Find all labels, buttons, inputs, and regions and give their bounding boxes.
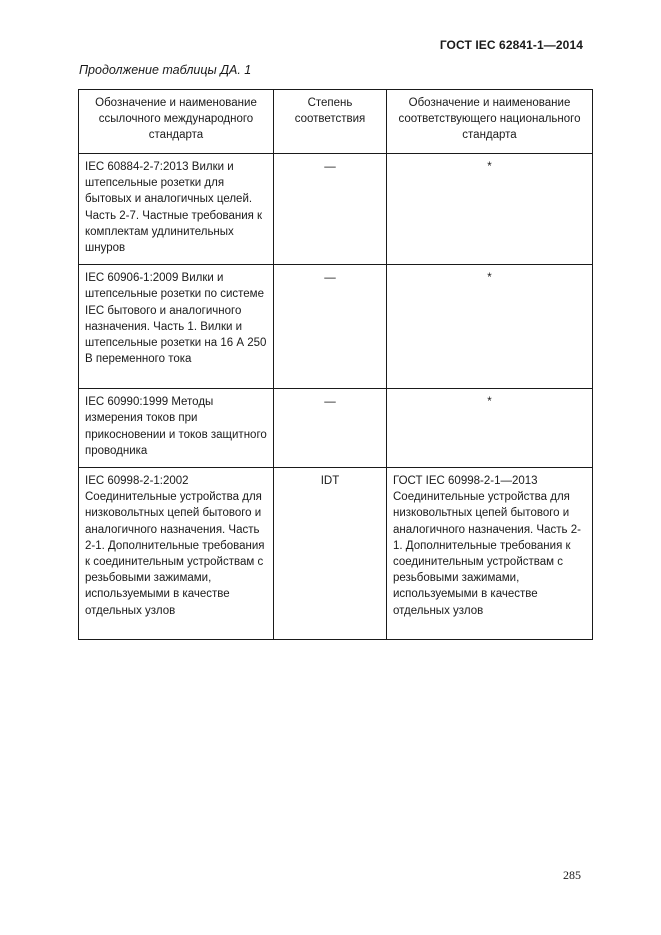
cell-degree: — (274, 265, 387, 389)
column-header-national: Обозначение и наименование соответствующего национального стандарта (387, 90, 593, 154)
table-row (79, 468, 593, 640)
column-header-degree: Степень соответствия (274, 90, 387, 154)
cell-degree: — (274, 389, 387, 468)
cell-national-standard: * (387, 389, 593, 468)
table-caption: Продолжение таблицы ДА. 1 (79, 63, 252, 77)
table-row (79, 389, 593, 468)
table-row (79, 265, 593, 389)
cell-international-standard: IEC 60906-1:2009 Вилки и штепсельные розетки по системе IEC бытового и аналогичного назначения. Часть 1. Вилки и штепсельные розетки на 16 А 250 В переменного тока (79, 265, 274, 389)
table-row (79, 154, 593, 265)
column-header-international: Обозначение и наименование ссылочного международного стандарта (79, 90, 274, 154)
page-number: 285 (563, 868, 581, 882)
cell-national-standard: * (387, 265, 593, 389)
cell-national-standard: * (387, 154, 593, 265)
cell-degree: — (274, 154, 387, 265)
cell-national-standard: ГОСТ IEC 60998-2-1—2013 Соединительные устройства для низковольтных цепей бытового и аналогичного назначения. Часть 2-1. Дополнительные требования к соединительным устройствам с резьбовыми зажимами, используемыми в качестве отдельных узлов (387, 468, 593, 640)
table-header-row (79, 90, 593, 154)
document-standard-code: ГОСТ IEC 62841-1—2014 (439, 38, 583, 52)
standards-table (78, 89, 593, 640)
cell-international-standard: IEC 60990:1999 Методы измерения токов при прикосновении и токов защитного проводника (79, 389, 274, 468)
cell-international-standard: IEC 60884-2-7:2013 Вилки и штепсельные розетки для бытовых и аналогичных целей. Часть 2-7. Частные требования к комплектам удлинительных шнуров (79, 154, 274, 265)
cell-international-standard: IEC 60998-2-1:2002 Соединительные устройства для низковольтных цепей бытового и аналогичного назначения. Часть 2-1. Дополнительные требования к соединительным устройствам с резьбовыми зажимами, используемыми в качестве отдельных узлов (79, 468, 274, 640)
cell-degree: IDT (274, 468, 387, 640)
